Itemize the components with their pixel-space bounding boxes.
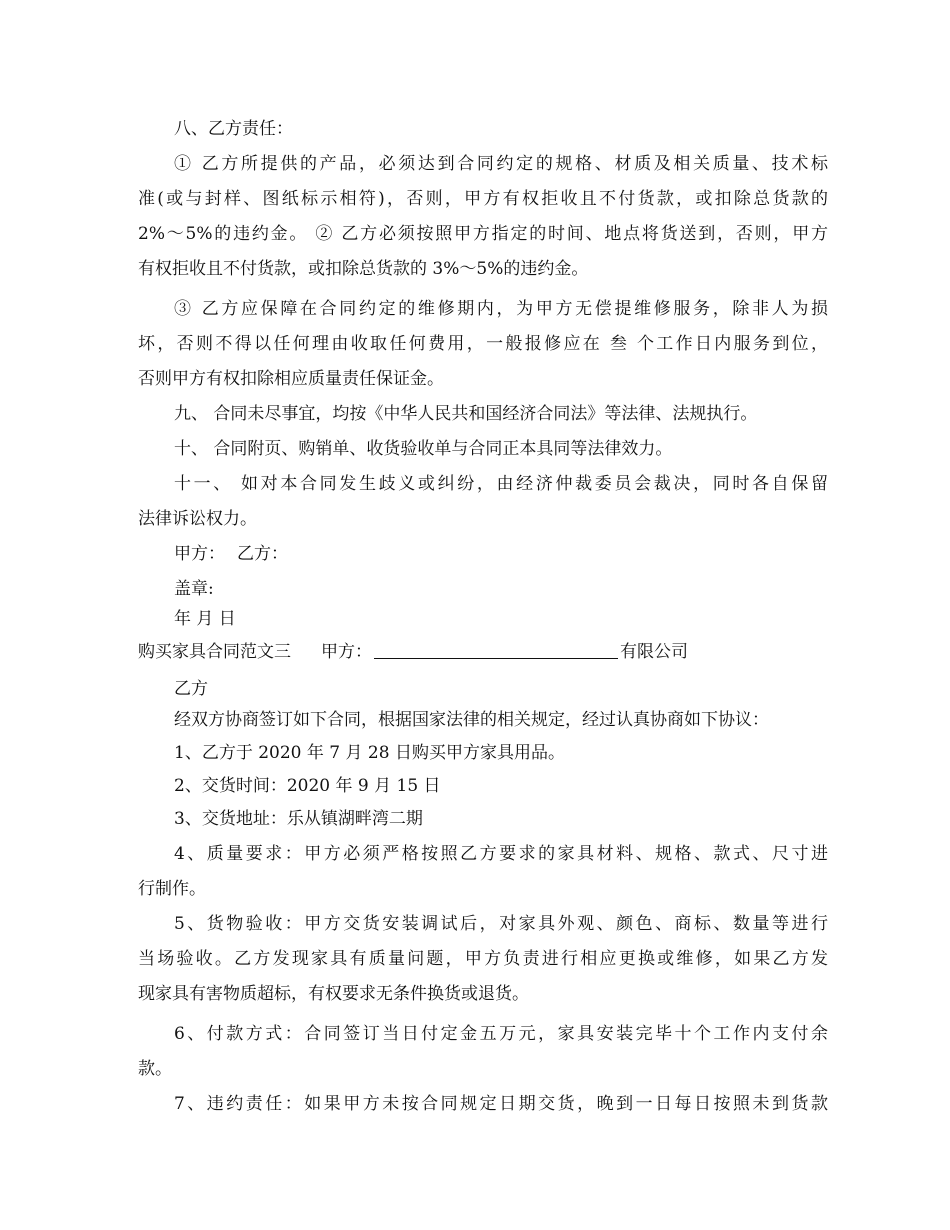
clause-10: 十、 合同附页、购销单、收货验收单与合同正本具同等法律效力。 [174,439,673,459]
clause-11: 十一、 如对本合同发生歧义或纠纷，由经济仲裁委员会裁决，同时各自保留 [174,474,828,494]
paragraph-line: ① 乙方所提供的产品，必须达到合同约定的规格、材质及相关质量、技术标 [174,154,828,174]
party-a-blank-field[interactable] [374,640,618,659]
paragraph-line: 否则甲方有权扣除相应质量责任保证金。 [138,369,444,389]
party-b-label: 乙方 [174,679,208,699]
paragraph-line: 2%～5%的违约金。 ② 乙方必须按照甲方指定的时间、地点将货送到，否则，甲方 [138,224,828,244]
paragraph-line: ③ 乙方应保障在合同约定的维修期内，为甲方无偿提维修服务，除非人为损 [174,299,828,319]
intro-paragraph: 经双方协商签订如下合同，根据国家法律的相关规定，经过认真协商如下协议： [174,710,769,730]
paragraph-line: 法律诉讼权力。 [138,509,257,529]
item-2: 2、交货时间：2020 年 9 月 15 日 [174,776,441,796]
item-6: 6、付款方式：合同签订当日付定金五万元，家具安装完毕十个工作内支付余 [174,1024,828,1044]
date-label: 年 月 日 [174,609,236,629]
clause-9: 九、 合同未尽事宜，均按《中华人民共和国经济合同法》等法律、法规执行。 [174,404,758,424]
paragraph-line: 准(或与封样、图纸标示相符)，否则，甲方有权拒收且不付货款，或扣除总货款的 [138,189,828,209]
item-1: 1、乙方于 2020 年 7 月 28 日购买甲方家具用品。 [174,743,565,763]
item-4: 4、质量要求：甲方必须严格按照乙方要求的家具材料、规格、款式、尺寸进 [174,844,828,864]
contract-title-line [138,640,828,664]
paragraph-line: 有权拒收且不付货款，或扣除总货款的 3%～5%的违约金。 [138,259,589,279]
paragraph-line: 现家具有害物质超标，有权要求无条件换货或退货。 [138,984,529,1004]
paragraph-line: 坏，否则不得以任何理由收取任何费用，一般报修应在 叁 个工作日内服务到位， [138,334,828,354]
contract-title: 购买家具合同范文三 [138,642,291,662]
paragraph-line: 行制作。 [138,879,206,899]
party-b-label: 乙方： [237,544,288,564]
seal-label: 盖章: [174,579,214,599]
paragraph-line: 当场验收。乙方发现家具有质量问题，甲方负责进行相应更换或维修，如果乙方发 [138,949,828,969]
company-suffix: 有限公司 [620,642,688,662]
item-3: 3、交货地址：乐从镇湖畔湾二期 [174,809,423,829]
item-7: 7、违约责任：如果甲方未按合同规定日期交货，晚到一日每日按照未到货款 [174,1094,828,1114]
party-a-label: 甲方： [321,642,372,662]
item-5: 5、货物验收：甲方交货安装调试后，对家具外观、颜色、商标、数量等进行 [174,914,828,934]
paragraph-line: 款。 [138,1059,172,1079]
heading-section-8: 八、乙方责任： [174,119,293,139]
party-a-label: 甲方： [174,544,225,564]
signature-parties [174,542,828,566]
